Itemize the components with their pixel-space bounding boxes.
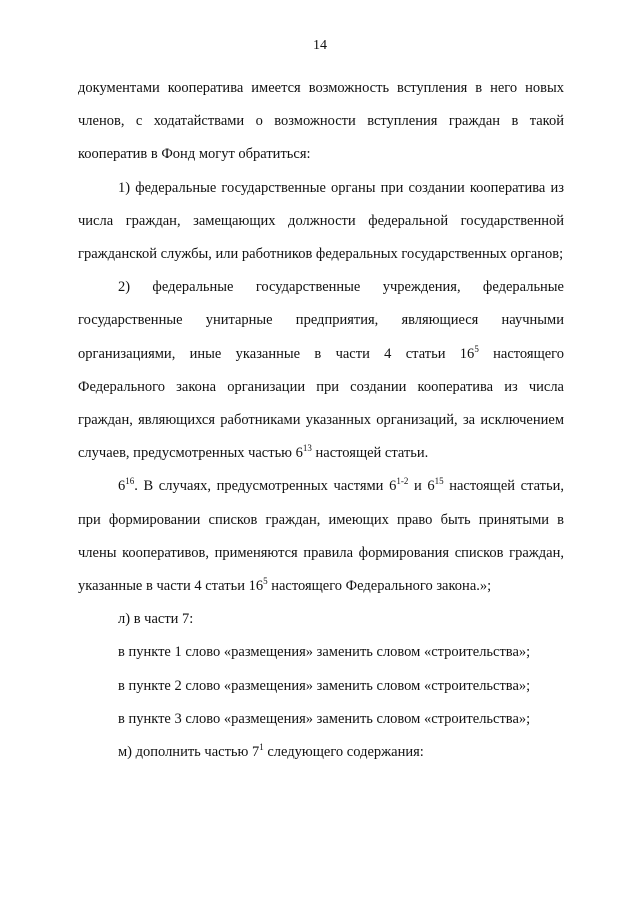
superscript: 1-2: [396, 476, 409, 487]
paragraph-point-3: в пункте 3 слово «размещения» заменить словом «строительства»;: [118, 710, 531, 727]
paragraph-item-l: л) в части 7:: [118, 611, 194, 628]
paragraph-part-text-c: настоящей статьи, при формировании списков граждан, имеющих право быть принятыми в члены кооперативов, применяются правила формирования списков граждан, указанные в части 4 статьи 16: [78, 478, 564, 595]
paragraph-item-2: [78, 271, 564, 470]
paragraph-item-2-text-b: настоящего Федерального закона организации при создании кооператива из числа граждан, являющихся работниками указанных организаций, за исключением случаев, предусмотренных частью 6: [78, 345, 565, 462]
superscript: 5: [263, 576, 268, 587]
superscript: 15: [434, 476, 444, 487]
paragraph-item-1: 1) федеральные государственные органы при создании кооператива из числа граждан, замещающих должности федеральной государственной гражданской службы, или работников федеральных государственных органов;: [78, 179, 564, 263]
paragraph-part-6-16: [78, 470, 564, 603]
page-number: 14: [313, 38, 327, 53]
paragraph-part-text-a: . В случаях, предусмотренных частями 6: [134, 478, 397, 495]
paragraph-item-m-text-a: м) дополнить частью 7: [118, 744, 260, 761]
paragraph-intro-continuation: документами кооператива имеется возможность вступления в него новых членов, с ходатайствами о возможности вступления граждан в такой кооператив в Фонд могут обратиться:: [78, 80, 564, 163]
superscript: 5: [474, 343, 479, 354]
paragraph-item-m: [78, 736, 564, 769]
paragraph-point-1: в пункте 1 слово «размещения» заменить словом «строительства»;: [118, 644, 531, 661]
superscript: 16: [125, 476, 135, 487]
paragraph-item-m-text-b: следующего содержания:: [263, 744, 424, 761]
superscript: 13: [302, 443, 312, 454]
paragraph-part-text-d: настоящего Федерального закона.»;: [267, 578, 492, 595]
paragraph-point-2: в пункте 2 слово «размещения» заменить словом «строительства»;: [118, 677, 531, 694]
superscript: 1: [259, 742, 264, 753]
paragraph-item-2-text-c: настоящей статьи.: [311, 445, 429, 462]
paragraph-part-text-b: и 6: [408, 478, 435, 495]
part-number: 6: [118, 478, 126, 495]
document-body: [78, 72, 564, 769]
paragraph-item-2-text-a: 2) федеральные государственные учреждения, федеральные государственные унитарные предприятия, являющиеся научными организациями, иные указанные в части 4 статьи 16: [78, 279, 564, 362]
